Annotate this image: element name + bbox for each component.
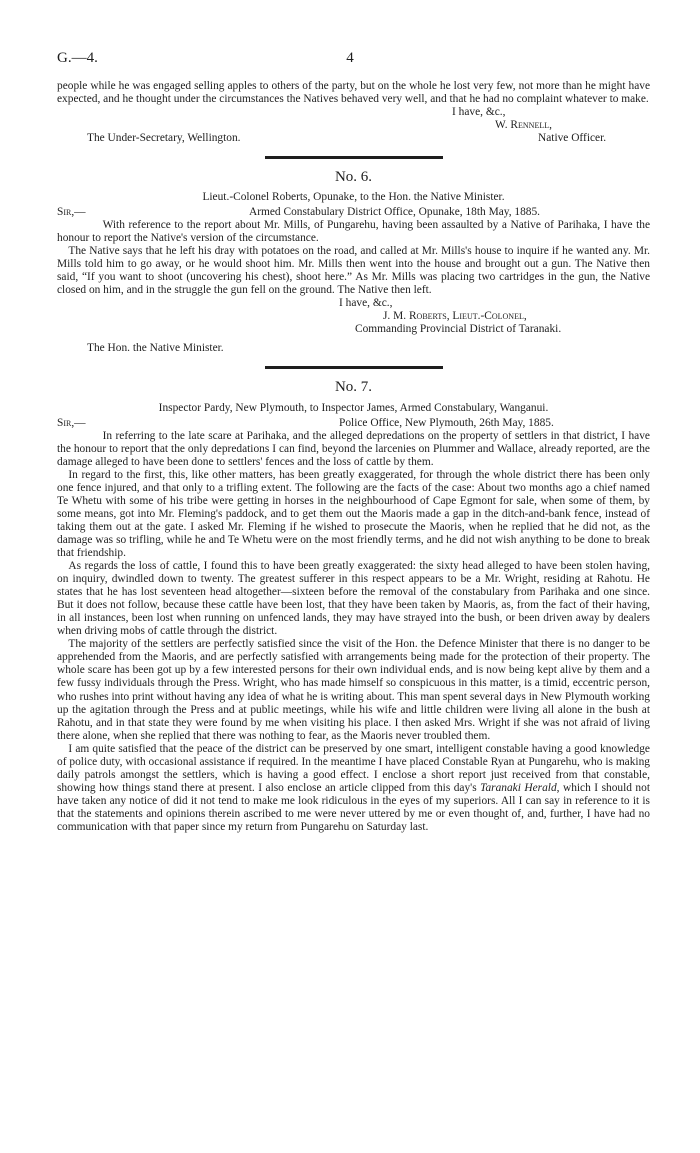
letter6-dateline: Armed Constabulary District Office, Opunake, 18th May, 1885. bbox=[249, 206, 541, 219]
opening-signer: W. Rennell, bbox=[495, 119, 552, 132]
page-reference: G.—4. bbox=[57, 50, 98, 66]
letter7-paragraph-5: I am quite satisfied that the peace of the district can be preserved by one smart, intelligent constable having a good knowledge of police duty, with occasional assistance if required. In the meantime I have placed Constable Ryan at Pungarehu, who is making daily patrols amongst the settlers, which is having a good effect. I enclose a short report just received from that constable, showing how things stand there at present. I also enclose an article clipped from this day's Taranaki Herald, which I should not have taken any notice of did it not tend to make me look ridiculous in the eyes of my superiors. All I can say in reference to it is that the statements and opinions therein ascribed to me were never uttered by me or even thought of, and, further, I have had no communication with that paper since my return from Pungarehu on Saturday last. bbox=[57, 742, 650, 833]
opening-addressee: The Under-Secretary, Wellington. bbox=[87, 132, 241, 145]
letter6-heading: No. 6. bbox=[334, 169, 373, 186]
opening-signer-title: Native Officer. bbox=[538, 132, 607, 145]
letter7-salutation: Sir,— bbox=[57, 416, 86, 429]
newspaper-title: Taranaki Herald bbox=[480, 781, 557, 794]
letter7-paragraph-1: In referring to the late scare at Parihaka, and the alleged depredations on the property of settlers in that district, I have the honour to report that the only depredations I can find, beyond the larcenies on Plummer and Wallace, already reported, are the damage alleged to have been done to settlers' fences and the loss of cattle by them. bbox=[57, 429, 650, 468]
letter6-addressee: The Hon. the Native Minister. bbox=[87, 342, 224, 355]
letter6-closing-line bbox=[57, 297, 650, 310]
opening-paragraph: people while he was engaged selling apples to others of the party, but on the whole he lost very few, not more than he might have expected, and he thought under the circumstances the Natives behaved very well, and that he had no complaint whatever to make. bbox=[57, 80, 650, 106]
section-divider-2 bbox=[265, 366, 443, 369]
letter7-paragraph-2: In regard to the first, this, like other matters, has been greatly exaggerated, for through the whole district there has been only one fence injured, and that only to a trifling extent. The following are the facts of the case: About two months ago a chief named Te Whetu with some of his tribe were getting in horses in the neighbourhood of Cape Egmont for sale, when some of them, by some means, got into Mr. Fleming's paddock, and to get them out the Maoris made a gap in the ditch-and-bank fence, instead of taking them out at the gate. I asked Mr. Fleming if he wished to prosecute the Maoris, when he replied that he did not, as the damage was so trifling, while he and Te Whetu were on the most friendly terms, and he did not wish anything to be done to break that friendship. bbox=[57, 468, 650, 559]
letter6-addressee-line bbox=[57, 342, 650, 355]
letter6-paragraph-1: With reference to the report about Mr. Mills, of Pungarehu, having been assaulted by a Native of Parihaka, I have the honour to report the Native's version of the circumstance. bbox=[57, 219, 650, 245]
letter7-salutation-line bbox=[57, 417, 650, 430]
letter7-dateline: Police Office, New Plymouth, 26th May, 1885. bbox=[339, 416, 554, 429]
letter6-subtitle: Lieut.-Colonel Roberts, Opunake, to the Hon. the Native Minister. bbox=[202, 191, 505, 204]
letter6-paragraph-2: The Native says that he left his dray with potatoes on the road, and called at Mr. Mills's house to inquire if he wanted any. Mr. Mills told him to go away, or he would shoot him. Mr. Mills then went into the house and brought out a gun. The Native then said, “If you want to shoot (uncovering his chest), shoot here.” As Mr. Mills was placing two cartridges in the gun, the Native closed on him, and in the struggle the gun fell on the ground. The Native then left. bbox=[57, 245, 650, 297]
opening-closing: I have, &c., bbox=[452, 106, 506, 119]
letter6-salutation: Sir,— bbox=[57, 206, 86, 219]
letter6-closing: I have, &c., bbox=[339, 297, 393, 310]
opening-closing-line bbox=[57, 106, 650, 119]
document-body bbox=[57, 80, 650, 834]
letter6-signer-line bbox=[57, 310, 650, 323]
letter6-signer-title: Commanding Provincial District of Taranaki. bbox=[355, 323, 562, 336]
letter7-heading: No. 7. bbox=[334, 379, 373, 396]
letter6-salutation-line bbox=[57, 206, 650, 219]
opening-signer-line bbox=[57, 119, 650, 132]
letter6-signer: J. M. Roberts, Lieut.-Colonel, bbox=[383, 310, 527, 323]
page-number: 4 bbox=[346, 50, 354, 66]
letter6-signer-title-line bbox=[57, 323, 650, 336]
opening-address-line bbox=[57, 132, 650, 145]
letter7-subtitle: Inspector Pardy, New Plymouth, to Inspector James, Armed Constabulary, Wanganui. bbox=[158, 401, 549, 414]
section-divider bbox=[265, 156, 443, 159]
letter7-paragraph-3: As regards the loss of cattle, I found this to have been greatly exaggerated: the sixty head alleged to have been stolen having, on inquiry, dwindled down to twenty. The greatest sufferer in this respect appears to be a Mr. Wright, residing at Rahotu. He states that he has lost seventeen head altogether—sixteen before the removal of the constabulary from Parihaka and one since. But it does not follow, because these cattle have been lost, that they have been taken by Maoris, as, from the fact of their having, in all instances, been lost when running on unfenced lands, they may have strayed into the bush, or been driven away by dealers when driving mobs of cattle through the district. bbox=[57, 560, 650, 638]
letter7-paragraph-4: The majority of the settlers are perfectly satisfied since the visit of the Hon. the Defence Minister that there is no danger to be apprehended from the Maoris, and are perfectly satisfied with arrangements being made for the protection of their property. The whole scare has been got up by a few interested persons for their own individual ends, and is now being kept alive by them and a few fussy individuals through the Press. Wright, who has made himself so conspicuous in this matter, is a timid, eccentric person, who rushes into print without having any idea of what he is writing about. This man spent several days in New Plymouth working up the agitation through the Press and at public meetings, while his wife and little children were living all alone in the bush at Rahotu, and in that state they were found by me when visiting his place. I then asked Mrs. Wright if she was not afraid of living there alone, when she replied that there was nothing to fear, as the Maoris never troubled them. bbox=[57, 638, 650, 742]
